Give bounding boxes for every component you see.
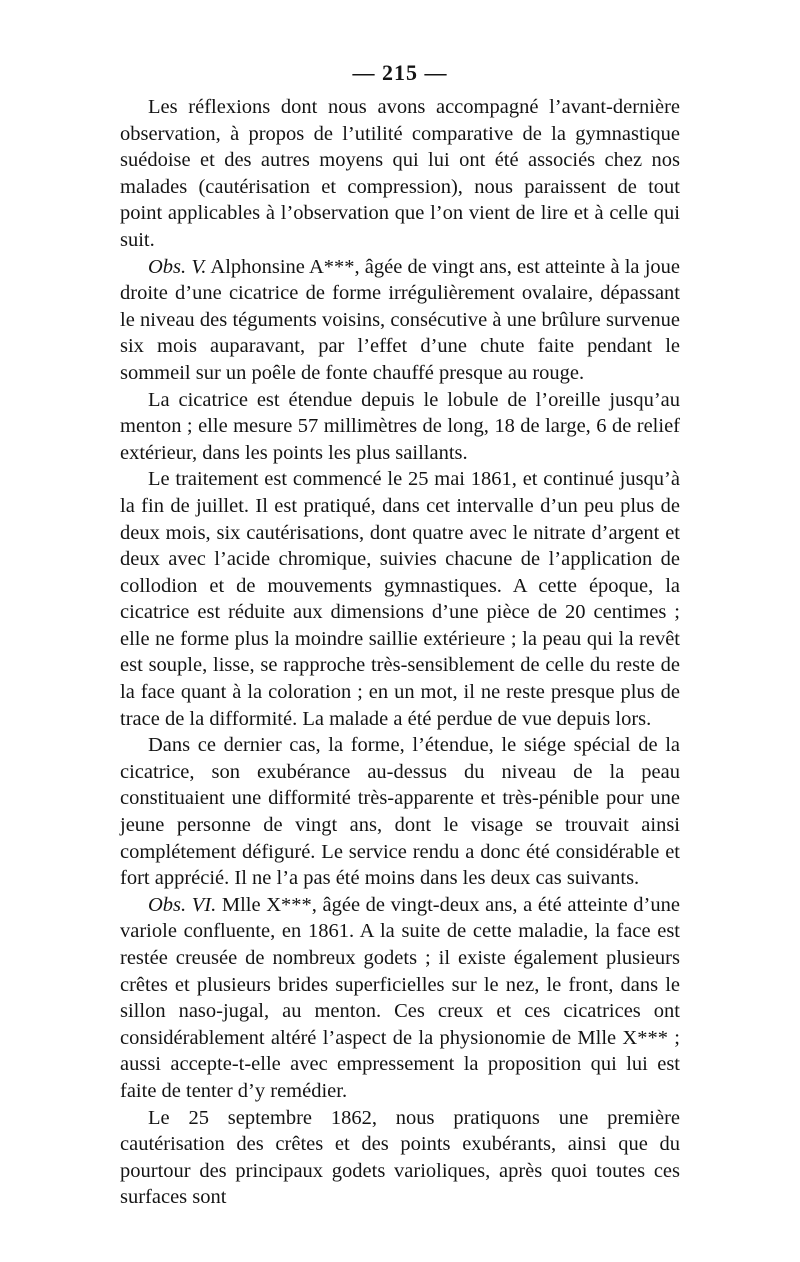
paragraph-cicatrice <box>120 387 680 467</box>
paragraph-obs-vi <box>120 892 680 1105</box>
observation-label: Obs. V. <box>148 255 207 278</box>
paragraph-obs-v <box>120 254 680 387</box>
paragraph-dernier-cas <box>120 732 680 892</box>
observation-label: Obs. VI. <box>148 893 217 916</box>
paragraph-septembre <box>120 1105 680 1211</box>
page-number: — 215 — <box>352 60 448 85</box>
paragraph-text: Les réflexions dont nous avons accompagné l’avant-dernière observation, à propos de l’utilité comparative de la gymnastique suédoise et des autres moyens qui lui ont été associés chez nos malades (cautérisation et compression), nous paraissent de tout point applicables à l’observation que l’on vient de lire et à celle qui suit. <box>120 96 680 251</box>
paragraph-text: Alphonsine A***, âgée de vingt ans, est atteinte à la joue droite d’une cicatrice de forme irrégulièrement ovalaire, dépassant le niveau des téguments voisins, consécutive à une brûlure survenue six mois auparavant, par l’effet d’une chute faite pendant le sommeil sur un poêle de fonte chauffé presque au rouge. <box>120 255 680 384</box>
paragraph-reflexions <box>120 94 680 254</box>
paragraph-text: Dans ce dernier cas, la forme, l’étendue, le siége spécial de la cicatrice, son exubérance au-dessus du niveau de la peau constituaient une difformité très-apparente et très-pénible pour une jeune personne de vingt ans, dont le visage se trouvait ainsi complétement défiguré. Le service rendu a donc été considérable et fort apprécié. Il ne l’a pas été moins dans les deux cas suivants. <box>120 734 680 890</box>
paragraph-text: Le traitement est commencé le 25 mai 1861, et continué jusqu’à la fin de juillet. Il est pratiqué, dans cet intervalle d’un peu plus de deux mois, six cautérisations, dont quatre avec le nitrate d’argent et deux avec l’acide chromique, suivies chacune de l’application de collodion et de mouvements gymnastiques. A cette époque, la cicatrice est réduite aux dimensions d’une pièce de 20 centimes ; elle ne forme plus la moindre saillie extérieure ; la peau qui la revêt est souple, lisse, se rapproche très-sensiblement de celle du reste de la face quant à la coloration ; en un mot, il ne reste presque plus de trace de la difformité. La malade a été perdue de vue depuis lors. <box>120 468 680 730</box>
paragraph-text: Mlle X***, âgée de vingt-deux ans, a été atteinte d’une variole confluente, en 1861. A la suite de cette maladie, la face est restée creusée de nombreux godets ; il existe également plusieurs crêtes et plusieurs brides superficielles sur le nez, le front, dans le sillon naso-jugal, au menton. Ces creux et ces cicatrices ont considérablement altéré l’aspect de la physionomie de Mlle X*** ; aussi accepte-t-elle avec empressement la proposition qui lui est faite de tenter d’y remédier. <box>120 893 680 1102</box>
paragraph-traitement <box>120 466 680 732</box>
paragraph-text: Le 25 septembre 1862, nous pratiquons une première cautérisation des crêtes et des points exubérants, ainsi que du pourtour des principaux godets varioliques, après quoi toutes ces surfaces sont <box>120 1106 680 1209</box>
paragraph-text: La cicatrice est étendue depuis le lobule de l’oreille jusqu’au menton ; elle mesure 57 millimètres de long, 18 de large, 6 de relief extérieur, dans les points les plus saillants. <box>120 388 680 464</box>
book-page <box>120 60 680 1211</box>
